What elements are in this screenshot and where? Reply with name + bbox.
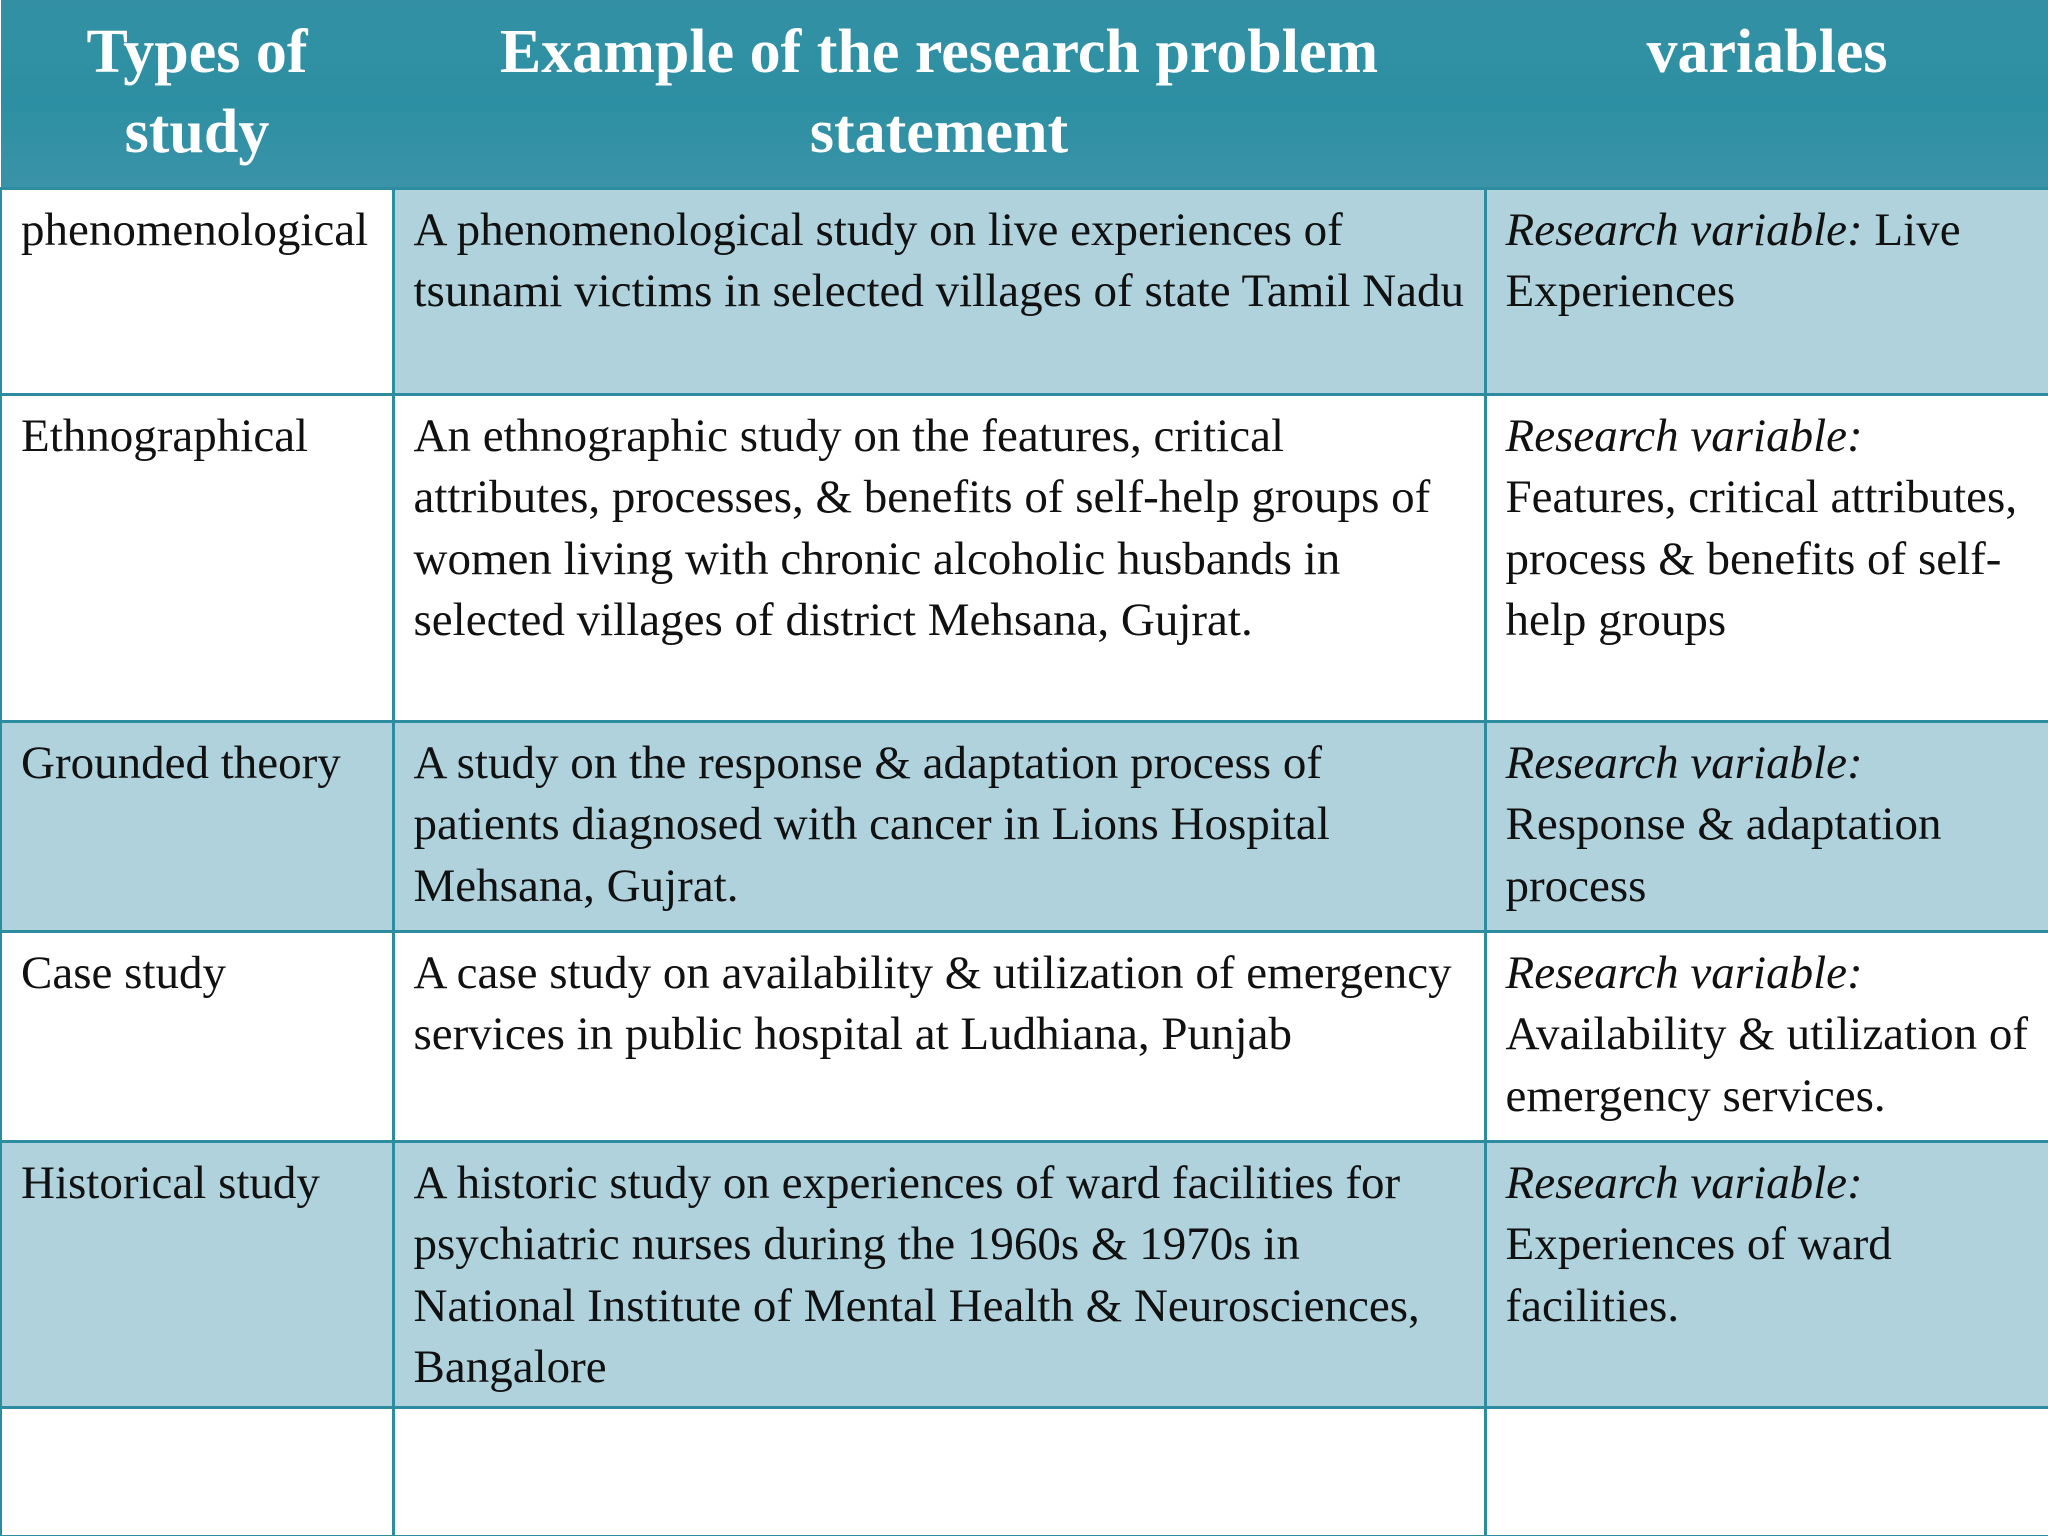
table-row bbox=[1, 721, 2048, 931]
variable-label: Research variable: bbox=[1505, 1156, 1863, 1209]
variable-value: Availability & utilization of emergency services. bbox=[1505, 1008, 2029, 1122]
table-row bbox=[1, 394, 2048, 721]
empty-cell bbox=[393, 1407, 1485, 1536]
study-type-cell: Case study bbox=[1, 931, 393, 1141]
header-variables: variables bbox=[1485, 0, 2048, 188]
variable-cell bbox=[1485, 188, 2048, 394]
variable-cell bbox=[1485, 1141, 2048, 1407]
table-row bbox=[1, 931, 2048, 1141]
study-type-cell: Grounded theory bbox=[1, 721, 393, 931]
study-type-cell: Ethnographical bbox=[1, 394, 393, 721]
study-type-cell: Historical study bbox=[1, 1141, 393, 1407]
variable-label: Research variable: bbox=[1505, 946, 1863, 999]
variable-value: Features, critical attributes, process & benefits of self-help groups bbox=[1505, 471, 2018, 646]
statement-cell: A phenomenological study on live experiences of tsunami victims in selected villages of state Tamil Nadu bbox=[393, 188, 1485, 394]
variable-cell bbox=[1485, 721, 2048, 931]
variable-value: Live Experiences bbox=[1505, 203, 1961, 317]
variable-cell bbox=[1485, 394, 2048, 721]
statement-cell: A case study on availability & utilization of emergency services in public hospital at Ludhiana, Punjab bbox=[393, 931, 1485, 1141]
variable-label: Research variable: bbox=[1505, 409, 1863, 462]
variable-value: Response & adaptation process bbox=[1505, 798, 1942, 912]
table-row bbox=[1, 188, 2048, 394]
variable-cell bbox=[1485, 931, 2048, 1141]
empty-cell bbox=[1, 1407, 393, 1536]
variable-value: Experiences of ward facilities. bbox=[1505, 1218, 1892, 1332]
table-row bbox=[1, 1141, 2048, 1407]
header-row bbox=[1, 0, 2048, 188]
empty-table-row bbox=[1, 1407, 2048, 1536]
statement-cell: A historic study on experiences of ward facilities for psychiatric nurses during the 1960s & 1970s in National Institute of Mental Health & Neurosciences, Bangalore bbox=[393, 1141, 1485, 1407]
statement-cell: An ethnographic study on the features, critical attributes, processes, & benefits of self-help groups of women living with chronic alcoholic husbands in selected villages of district Mehsana, Gujrat. bbox=[393, 394, 1485, 721]
variable-label: Research variable: bbox=[1505, 736, 1863, 789]
empty-cell bbox=[1485, 1407, 2048, 1536]
header-types-of-study: Types of study bbox=[1, 0, 393, 188]
variable-label: Research variable: bbox=[1505, 203, 1863, 256]
statement-cell: A study on the response & adaptation process of patients diagnosed with cancer in Lions Hospital Mehsana, Gujrat. bbox=[393, 721, 1485, 931]
study-type-cell: phenomenological bbox=[1, 188, 393, 394]
header-example-statement: Example of the research problem statement bbox=[393, 0, 1485, 188]
